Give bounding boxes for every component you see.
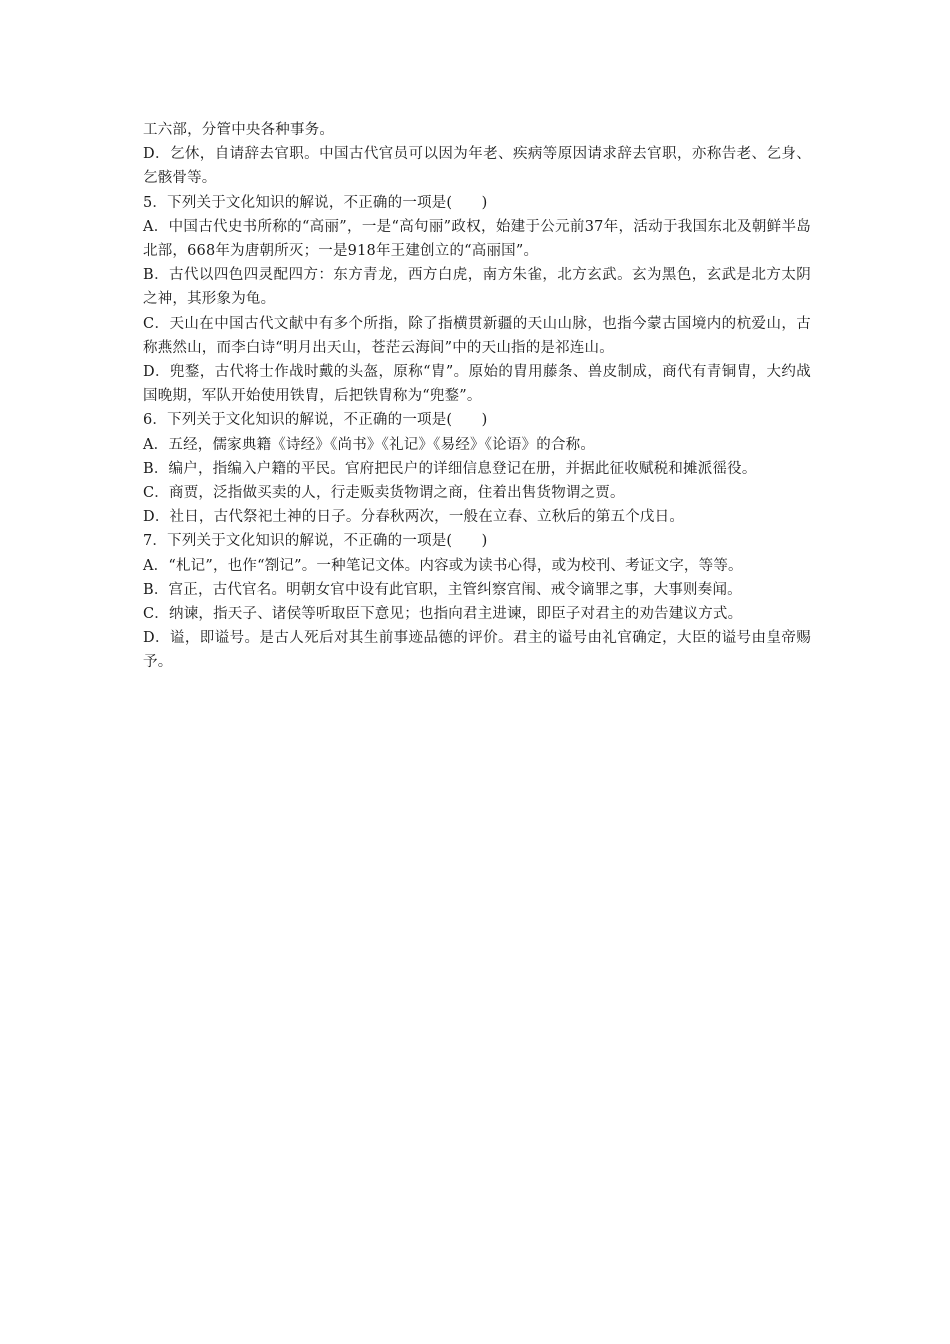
q6-option-a: A．五经，儒家典籍《诗经》《尚书》《礼记》《易经》《论语》的合称。 [143,436,596,453]
q6-option-d: D．社日，古代祭祀土神的日子。分春秋两次，一般在立春、立秋后的第五个戊日。 [143,509,685,526]
question-5-stem: 5．下列关于文化知识的解说，不正确的一项是( ) [143,194,488,211]
q5-option-d: D．兜鍪，古代将士作战时戴的头盔，原称“胄”。原始的胄用藤条、兽皮制成，商代有青铜胄，大约战国晚期，军队开始使用铁胄，后把铁胄称为“兜鍪”。 [143,364,811,405]
q7-option-d: D．谥，即谥号。是古人死后对其生前事迹品德的评价。君主的谥号由礼官确定，大臣的谥号由皇帝赐予。 [143,630,811,671]
q7-option-a: A．“札记”，也作“劄记”。一种笔记文体。内容或为读书心得，或为校刊、考证文字，等等。 [143,557,743,574]
paragraph-continuation: 工六部，分管中央各种事务。 [143,122,335,138]
q6-option-b: B．编户，指编入户籍的平民。官府把民户的详细信息登记在册，并据此征收赋税和摊派徭役。 [143,460,757,477]
q7-option-c: C．纳谏，指天子、诸侯等听取臣下意见；也指向君主进谏，即臣子对君主的劝告建议方式。 [143,606,743,623]
q5-option-b: B．古代以四色四灵配四方：东方青龙，西方白虎，南方朱雀，北方玄武。玄为黑色，玄武是北方太阴之神，其形象为龟。 [143,267,811,308]
q7-option-b: B．宫正，古代官名。明朝女官中设有此官职，主管纠察宫闱、戒令谪罪之事，大事则奏闻。 [143,581,742,598]
question-6-stem: 6．下列关于文化知识的解说，不正确的一项是( ) [143,412,488,429]
q6-option-c: C．商贾，泛指做买卖的人，行走贩卖货物谓之商，住着出售货物谓之贾。 [143,485,625,502]
document-body [143,118,811,675]
q5-option-a: A．中国古代史书所称的“高丽”，一是“高句丽”政权，始建于公元前37年，活动于我国东北及朝鲜半岛北部，668年为唐朝所灭；一是918年王建创立的“高丽国”。 [143,218,811,260]
question-7-stem: 7．下列关于文化知识的解说，不正确的一项是( ) [143,533,488,550]
q4-option-d: D．乞休，自请辞去官职。中国古代官员可以因为年老、疾病等原因请求辞去官职，亦称告老、乞身、乞骸骨等。 [143,146,811,187]
q5-option-c: C．天山在中国古代文献中有多个所指，除了指横贯新疆的天山山脉，也指今蒙古国境内的杭爱山，古称燕然山，而李白诗“明月出天山，苍茫云海间”中的天山指的是祁连山。 [143,315,811,356]
